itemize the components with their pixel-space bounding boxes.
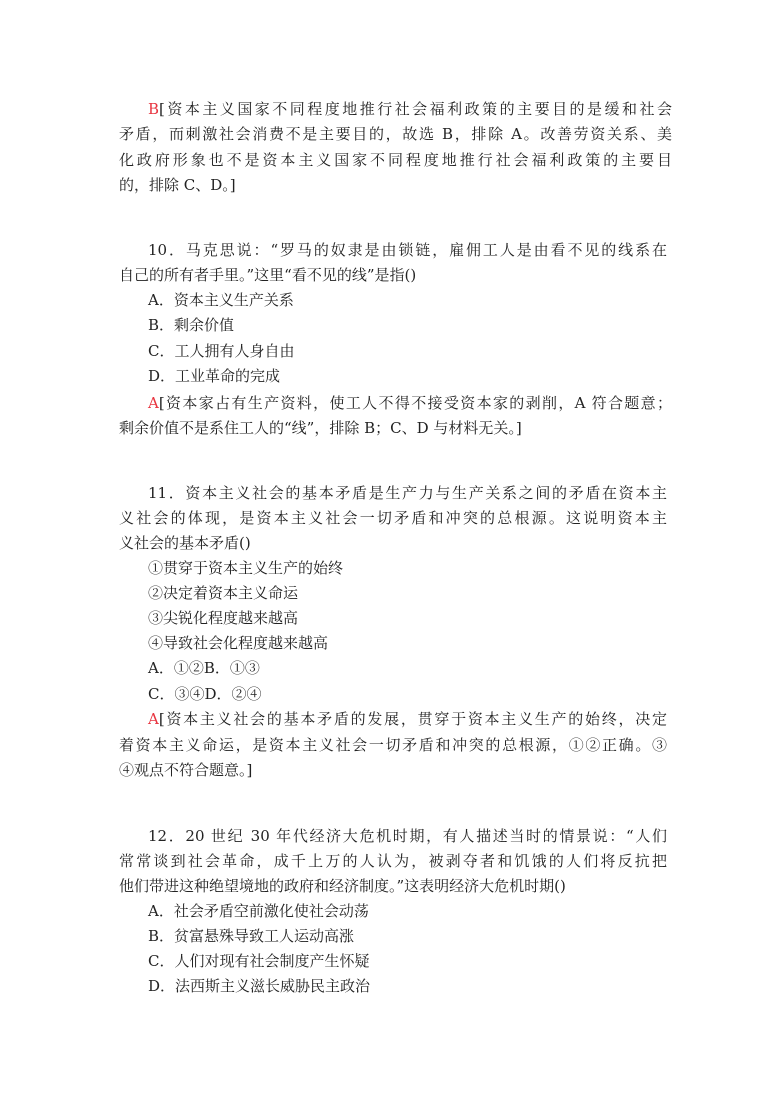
q12-option-a: A．社会矛盾空前激化使社会动荡 <box>148 902 369 920</box>
q9-answer-letter: B <box>148 100 160 118</box>
q11-option-cd: C．③④D．②④ <box>148 685 262 703</box>
q10-stem-line-1: 10．马克思说：“罗马的奴隶是由锁链，雇佣工人是由看不见的线系在 <box>148 241 667 259</box>
q11-explanation-line-3: ④观点不符合题意。] <box>119 761 253 779</box>
q12-option-b: B．贫富悬殊导致工人运动高涨 <box>148 927 355 945</box>
q11-statement-1: ①贯穿于资本主义生产的始终 <box>148 559 344 577</box>
q12-stem-line-2: 常常谈到社会革命，成千上万的人认为，被剥夺者和饥饿的人们将反抗把 <box>119 852 667 870</box>
q11-stem-line-2: 义社会的体现，是资本主义社会一切矛盾和冲突的总根源。这说明资本主 <box>119 509 667 527</box>
q12-option-c: C．人们对现有社会制度产生怀疑 <box>148 952 370 970</box>
q10-explanation-line-2: 剩余价值不是系住工人的“线”，排除 B；C、D 与材料无关。] <box>119 419 522 437</box>
q11-explanation-line-2: 着资本主义命运，是资本主义社会一切矛盾和冲突的总根源，①②正确。③ <box>119 736 667 754</box>
q12-stem-line-1: 12．20 世纪 30 年代经济大危机时期，有人描述当时的情景说：“人们 <box>148 827 667 845</box>
q10-stem-line-2: 自己的所有者手里。”这里“看不见的线”是指() <box>119 266 417 284</box>
q10-option-a: A．资本主义生产关系 <box>148 291 294 309</box>
q11-statement-2: ②决定着资本主义命运 <box>148 584 299 602</box>
q11-option-ab: A．①②B．①③ <box>148 659 260 677</box>
q10-option-d: D．工业革命的完成 <box>148 367 281 385</box>
q11-stem-line-3: 义社会的基本矛盾() <box>119 534 251 552</box>
q11-statement-4: ④导致社会化程度越来越高 <box>148 634 329 652</box>
q9-explanation-line-3: 化政府形象也不是资本主义国家不同程度地推行社会福利政策的主要目 <box>119 151 672 169</box>
q9-explanation-line-4: 的，排除 C、D。] <box>119 176 236 194</box>
q10-explanation-line-1: A[资本家占有生产资料，使工人不得不接受资本家的剥削，A 符合题意； <box>148 394 672 412</box>
q9-explanation-line-2: 矛盾，而刺激社会消费不是主要目的，故选 B，排除 A。改善劳资关系、美 <box>119 125 672 143</box>
q11-stem-line-1: 11．资本主义社会的基本矛盾是生产力与生产关系之间的矛盾在资本主 <box>148 484 667 502</box>
q9-explanation-line-1: B[资本主义国家不同程度地推行社会福利政策的主要目的是缓和社会 <box>148 100 672 118</box>
q12-option-d: D．法西斯主义滋长威胁民主政治 <box>148 977 371 995</box>
q10-option-c: C．工人拥有人身自由 <box>148 342 295 360</box>
q10-option-b: B．剩余价值 <box>148 316 235 334</box>
q10-answer-letter: A <box>148 394 159 412</box>
q12-stem-line-3: 他们带进这种绝望境地的政府和经济制度。”这表明经济大危机时期() <box>119 877 566 895</box>
q11-statement-3: ③尖锐化程度越来越高 <box>148 609 299 627</box>
q11-answer-letter: A <box>148 710 159 728</box>
q11-explanation-line-1: A[资本主义社会的基本矛盾的发展，贯穿于资本主义生产的始终，决定 <box>148 710 667 728</box>
